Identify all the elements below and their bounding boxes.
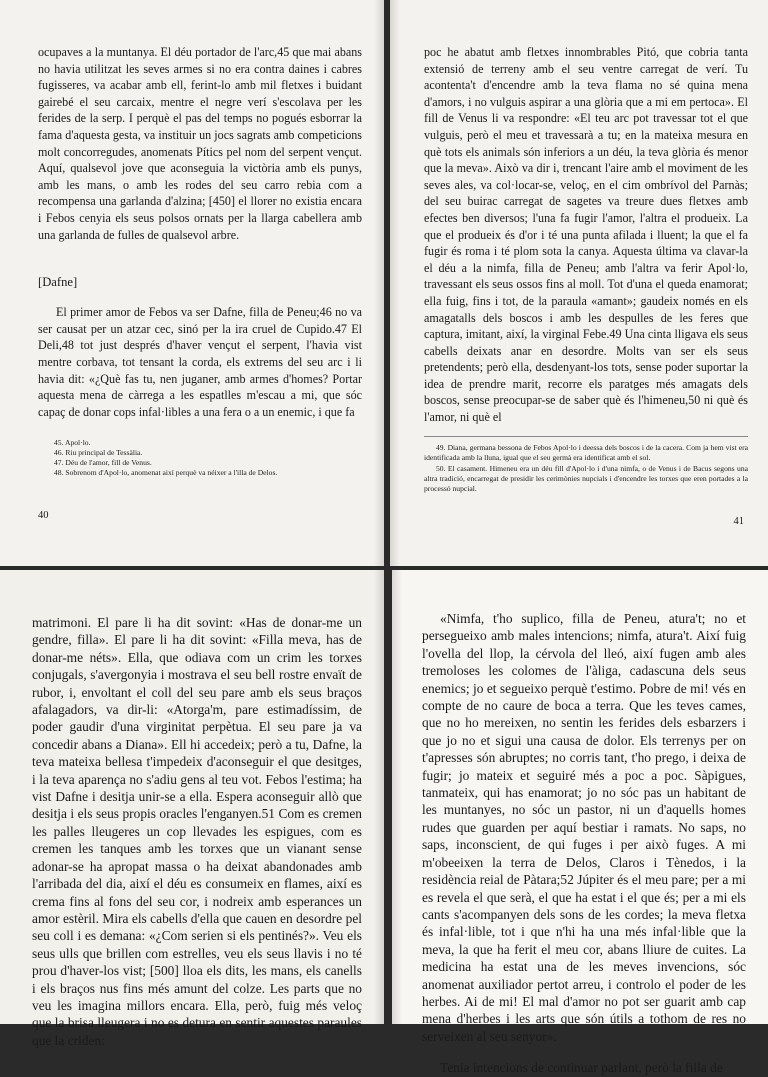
- book-page-43: [392, 570, 768, 1076]
- book-page-40: [0, 0, 384, 566]
- footnote-46: 46. Riu principal de Tessàlia.: [54, 448, 143, 458]
- footnote-45: 45. Apol·lo.: [54, 438, 91, 448]
- paragraph-dafne: El primer amor de Febos va ser Dafne, filla de Peneu;46 no va ser causat per un atzar cec, sinó per la ira cruel de Cupido.47 El Deli,48 tot just després d'haver vençut el serpent, l'havia vist mentre corbava, tot tensant la corda, els extrems del seu arc i li havia dit: «¿Què fas tu, nen juganer, amb armes d'homes? Portar aquesta mena de càrrega a les espatlles m'escau a mi, que sóc capaç de donar cops infal·libles a una fera o a un enemic, i que fa: [38, 305, 362, 419]
- paragraph-next: Tenia intencions de continuar parlant, però la filla de: [440, 1060, 723, 1076]
- paragraph-main: matrimoni. El pare li ha dit sovint: «Has de donar-me un gendre, filla». El pare li ha dit sovint: «Filla meva, has de donar-me néts». Ella, que odiava com un crim les torxes conjugals, s'avergonyia i mostrava el seu bell rostre envaït de rubor, i, envoltant el coll del seu pare amb els seus braços afalagadors, va dir-li: «Atorga'm, pare estimadíssim, de poder gaudir d'una virginitat perpètua. El seu pare ja va concedir abans a Diana». Ell hi accedeix; però a tu, Dafne, la teva mateixa bellesa t'impedeix d'aconseguir el que desitges, i la teva aparença no s'adiu gens al teu vot. Febos l'estima; ha vist Dafne i desitja unir-se a ella. Espera aconseguir allò que desitja i els seus propis oracles l'enganyen.51 Com es cremen les palles lleugeres un cop llevades les espigues, com es cremen les tanques amb les torxes que un vianant sense adonar-se ha apropat massa o ha deixat abandonades amb l'arribada del dia, així el déu es consumeix en flames, així es crema fins al fons del seu cor, i nodreix amb esperances un amor estèril. Mira els cabells d'ella que cauen en desordre pel seu coll i es demana: «¿Com serien si els pentinés?». Veu els seus ulls que brillen com estrelles, veu els seus llavis i no té prou d'haver-los vist; [500] lloa els dits, les mans, els canells i els braços nus fins més amunt del colze. Les parts que no veu les imagina millors encara. Ella, però, fuig més veloç que la brisa lleugera i no es detura en sentir aquestes paraules que la criden:: [32, 615, 362, 1048]
- paragraph-main: «Nimfa, t'ho suplico, filla de Peneu, atura't; no et persegueixo amb males intencions; nimfa, atura't. Així fuig l'ovella del llop, la cérvola del lleó, així fugen amb ales tremoloses les colomes de l'àliga, cadascuna dels seus enemics; jo et segueixo perquè t'estimo. Pobre de mi! vés en compte de no caure de boca a terra. Que les teves cames, que no ho mereixen, no sentin les ferides dels esbarzers i que jo no et sigui una causa de dolor. Els terrenys per on t'apresses són abruptes; no corris tant, t'ho prego, i deixa de fugir; jo mateix et seguiré més a poc a poc. Sàpigues, tanmateix, qui has enamorat; jo no sóc pas un habitant de les muntanyes, no sóc un pastor, ni un d'aquells homes rudes que guarden per aquí bestiar i ramats. No saps, no saps, inconscient, de qui fuges i per això fuges. A mi m'obeeixen la terra de Delos, Claros i Tènedos, i la residència reial de Pàtara;52 Júpiter és el meu pare; per a mi es revela el que serà, el que ha estat i el que és; per a mi els cants s'acompanyen dels sons de les cordes; la meva fletxa és infal·lible, tot i que n'hi ha una més infal·lible que la meva, la que ha ferit el meu cor, abans lliure de cuites. La medicina ha estat una de les meves invencions, sóc anomenat auxiliador pertot arreu, i controlo el poder de les herbes. Ai de mi! El mal d'amor no pot ser guarit amb cap mena d'herbes i les arts que són útils a tothom de res no serveixen al seu senyor».: [422, 611, 746, 1044]
- paragraph-intro: ocupaves a la muntanya. El déu portador de l'arc,45 que mai abans no havia utilitzat les seves armes si no era contra daines i cabres fugisseres, va acabar amb ell, ferint-lo amb mil fletxes i buidant gairebé el seu carcaix, mentre el negre verí s'escolava per les ferides de la serp. I perquè el pas del temps no pogués esborrar la fama d'aquesta gesta, va instituir un jocs sagrats amb competicions molt concorregudes, anomenats Pítics pel nom del serpent vençut. Aquí, qualsevol jove que aconseguia la victòria amb els punys, amb les mans, o amb les rodes del seu carro rebia com a recompensa una garlanda d'alzina; [450] el llorer no existia encara i Febos cenyia els seus polsos ornats per la llarga cabellera amb una garlanda de fulles de qualsevol arbre.: [38, 45, 362, 242]
- book-page-42: [0, 570, 384, 1048]
- gutter-shadow: [374, 0, 384, 566]
- page-number: 41: [733, 516, 744, 527]
- footnote-48: 48. Sobrenom d'Apol·lo, anomenat així perquè va néixer a l'illa de Delos.: [54, 468, 278, 478]
- book-page-41: [390, 0, 768, 566]
- page-number: 40: [38, 510, 49, 521]
- section-heading: [Dafne]: [38, 275, 78, 290]
- footnote-50: 50. El casament. Himeneu era un déu fill d'Apol·lo i d'una nimfa, o de Venus i de Bacus segons una altra tradició, encarregat de presidir les cerimònies nupcials i d'encendre les torxes que eren portades a la processó nupcial.: [424, 463, 748, 493]
- footnotes: [424, 436, 748, 494]
- gutter-shadow: [374, 570, 384, 1024]
- footnote-49: 49. Diana, germana bessona de Febos Apol·lo i deessa dels boscos i de la cacera. Com ja hem vist era identificada amb la lluna, igual que el seu germà era identificat amb el sol.: [424, 442, 748, 462]
- gutter-shadow: [392, 570, 402, 1024]
- footnotes: [38, 438, 362, 478]
- gutter-shadow: [390, 0, 400, 566]
- footnote-47: 47. Déu de l'amor, fill de Venus.: [54, 458, 152, 468]
- paragraph-main: poc he abatut amb fletxes innombrables Pitó, que cobria tanta extensió de terreny amb el seu ventre carregat de verí. Tu acontenta't d'encendre amb la teva flama no sé quina mena d'amors, i no vulguis aspirar a una glòria que a mi em pertoca». El fill de Venus li va respondre: «El teu arc pot travessar tot el que vulguis, però el meu et travessarà a tu; en la mateixa mesura en què tots els animals són inferiors a un déu, la teva glòria és menor que la meva». Això va dir i, trencant l'aire amb el moviment de les seves ales, va col·locar-se, veloç, en el cim ombrívol del Parnàs; del seu buirac carregat de sagetes va treure dues fletxes amb efectes ben diversos; l'una fa fugir l'amor, l'altra el produeix. La que el produeix és d'or i té una punta afilada i lluent; la que el fa fugir és roma i té plom sota la canya. Aquesta última va clavar-la el déu a la nimfa, filla de Peneu; amb l'altra va ferir Apol·lo, travessant els seus ossos fins al moll. Tot d'una el queda enamorat; ella fuig, fins i tot, de la paraula «amant»; gaudeix només en els amagatalls dels boscos i amb les despulles de les feres que captura, imitant, així, la virginal Febe.49 Una cinta lligava els seus cabells deixats anar en desordre. Molts van ser els seus pretendents; però ella, desdenyant-los tots, sense poder suportar la idea de prendre marit, recorre els paratges més amagats dels boscos, sense preocupar-se de saber què és l'himeneu,50 ni què és l'amor, ni què el: [424, 45, 748, 425]
